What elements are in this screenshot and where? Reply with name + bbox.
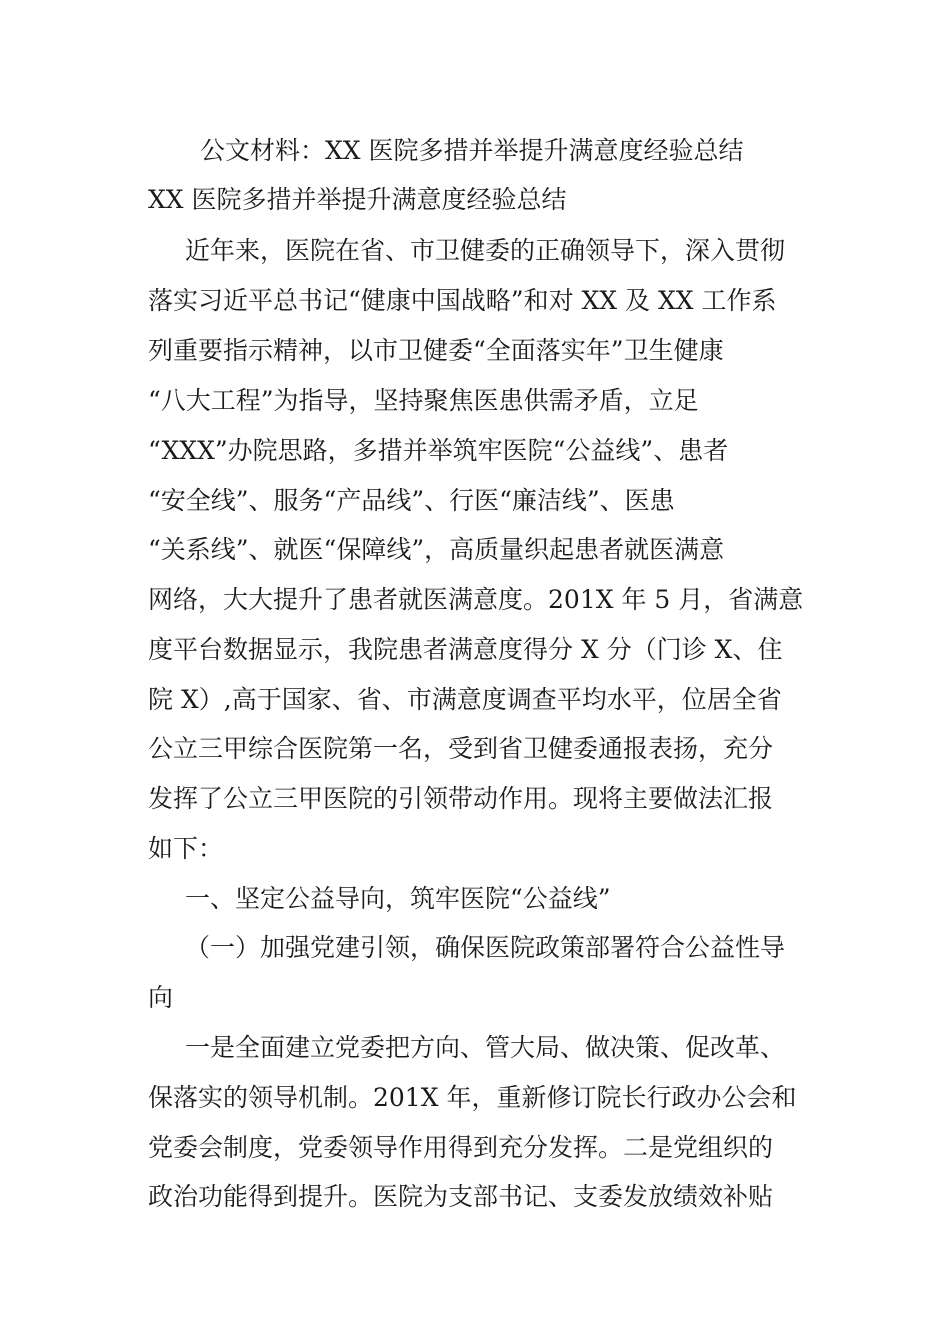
- intro-line: 公立三甲综合医院第一名，受到省卫健委通报表扬，充分: [148, 734, 774, 763]
- body-line: 政治功能得到提升。医院为支部书记、支委发放绩效补贴: [148, 1182, 774, 1211]
- intro-line: “八大工程”为指导，坚持聚焦医患供需矛盾，立足: [148, 386, 699, 415]
- body-line: 一是全面建立党委把方向、管大局、做决策、促改革、: [185, 1033, 786, 1062]
- intro-line: 如下：: [148, 834, 224, 863]
- document-header-title: 公文材料：XX 医院多措并举提升满意度经验总结: [200, 136, 744, 165]
- section-heading: 一、坚定公益导向，筑牢医院“公益线”: [185, 884, 611, 913]
- intro-line: 院 X）,高于国家、省、市满意度调查平均水平，位居全省: [148, 685, 782, 714]
- subsection-heading-line: 向: [148, 983, 174, 1012]
- intro-line: 落实习近平总书记“健康中国战略”和对 XX 及 XX 工作系: [148, 286, 777, 315]
- body-line: 党委会制度，党委领导作用得到充分发挥。二是党组织的: [148, 1133, 774, 1162]
- intro-line: “XXX”办院思路，多措并举筑牢医院“公益线”、患者: [148, 436, 729, 465]
- body-line: 保落实的领导机制。201X 年，重新修订院长行政办公会和: [148, 1083, 797, 1112]
- intro-line: 度平台数据显示，我院患者满意度得分 X 分（门诊 X、住: [148, 635, 783, 664]
- document-subtitle: XX 医院多措并举提升满意度经验总结: [148, 185, 567, 214]
- intro-line: 网络，大大提升了患者就医满意度。201X 年 5 月，省满意: [148, 585, 804, 614]
- intro-line: “安全线”、服务“产品线”、行医“廉洁线”、医患: [148, 486, 675, 515]
- intro-line: 近年来，医院在省、市卫健委的正确领导下，深入贯彻: [185, 236, 786, 265]
- intro-line: 列重要指示精神，以市卫健委“全面落实年”卫生健康: [148, 336, 724, 365]
- subsection-heading-line: （一）加强党建引领，确保医院政策部署符合公益性导: [185, 933, 786, 962]
- intro-line: 发挥了公立三甲医院的引领带动作用。现将主要做法汇报: [148, 784, 774, 813]
- intro-line: “关系线”、就医“保障线”，高质量织起患者就医满意: [148, 535, 725, 564]
